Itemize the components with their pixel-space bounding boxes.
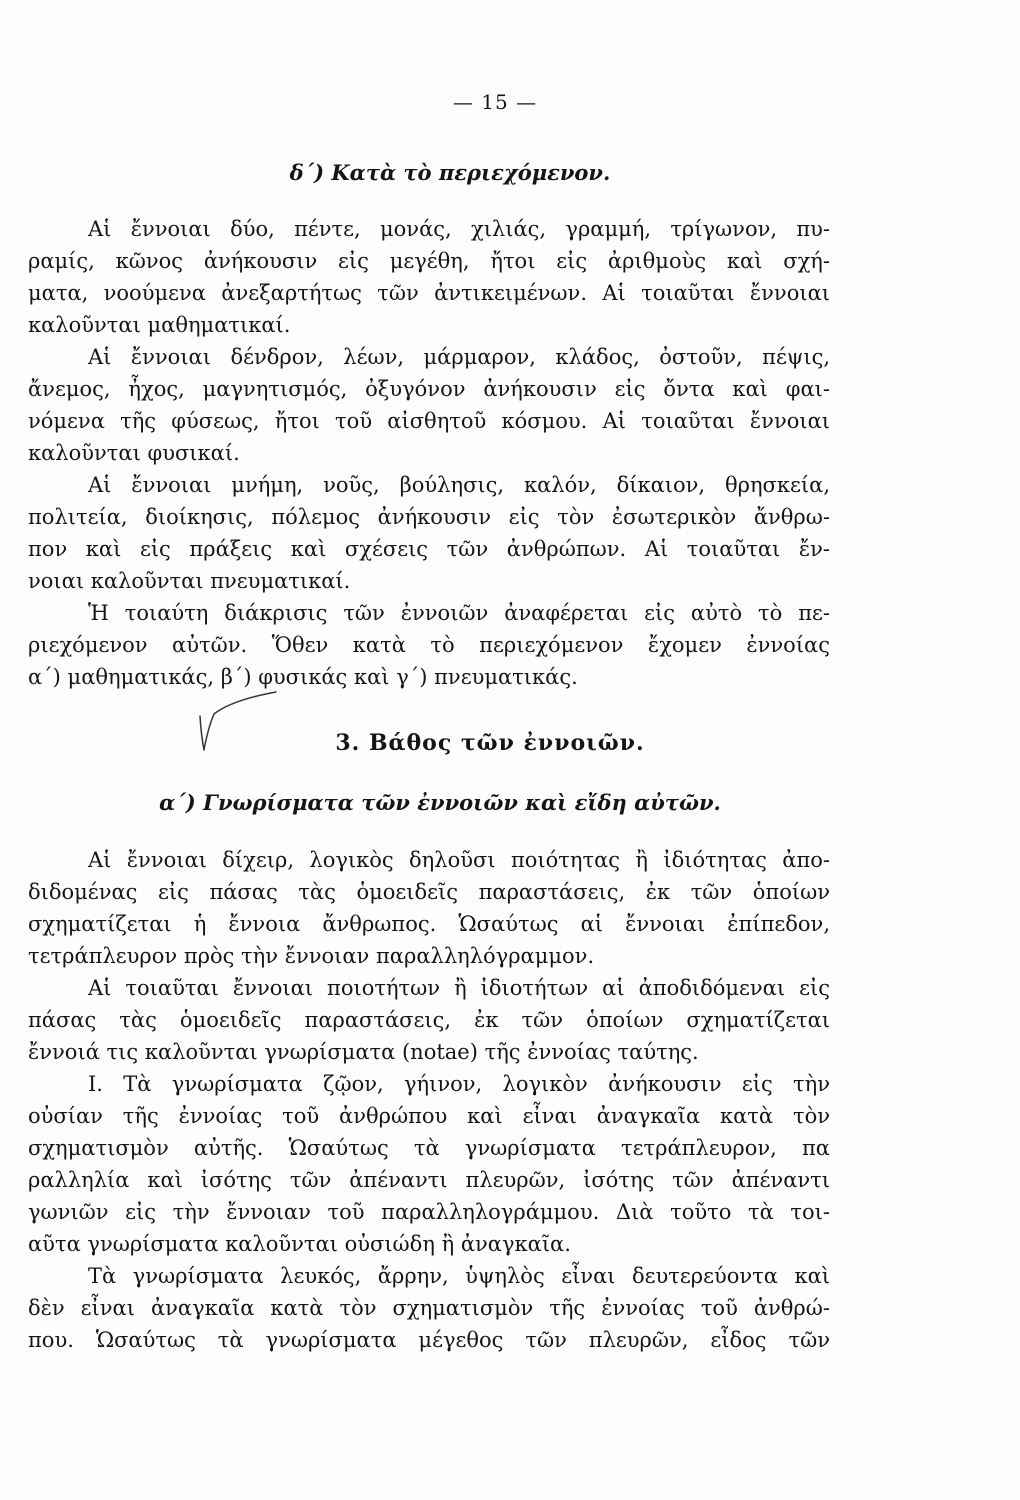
text-line: ματα, νοούμενα ἀνεξαρτήτως τῶν ἀντικειμένων. Αἱ τοιαῦται ἔννοιαι <box>28 281 830 305</box>
text-line: διδομένας εἰς πάσας τὰς ὁμοειδεῖς παραστάσεις, ἐκ τῶν ὁποίων <box>28 880 830 904</box>
text-line: σχηματισμὸν αὐτῆς. Ὡσαύτως τὰ γνωρίσματα τετράπλευρον, πα <box>28 1136 830 1160</box>
text-line: ριεχόμενον αὐτῶν. Ὅθεν κατὰ τὸ περιεχόμενον ἔχομεν ἐννοίας <box>28 633 830 657</box>
page-number: — 15 — <box>452 90 538 114</box>
text-line: πάσας τὰς ὁμοειδεῖς παραστάσεις, ἐκ τῶν ὁποίων σχηματίζεται <box>28 1008 830 1032</box>
text-line: Αἱ τοιαῦται ἔννοιαι ποιοτήτων ἢ ἰδιοτήτων αἱ ἀποδιδόμεναι εἰς <box>88 976 830 1000</box>
text-line: αῦτα γνωρίσματα καλοῦνται οὐσιώδη ἢ ἀναγκαῖα. <box>28 1232 571 1256</box>
text-line: καλοῦνται φυσικαί. <box>28 441 240 465</box>
subsection-d-title: δ΄) Κατὰ τὸ περιεχόμενον. <box>289 160 611 185</box>
text-line: Αἱ ἔννοιαι μνήμη, νοῦς, βούλησις, καλόν, δίκαιον, θρησκεία, <box>88 473 830 497</box>
text-line: τετράπλευρον πρὸς τὴν ἔννοιαν παραλληλόγραμμον. <box>28 944 595 968</box>
text-line: γωνιῶν εἰς τὴν ἔννοιαν τοῦ παραλληλογράμμου. Διὰ τοῦτο τὰ τοι- <box>28 1200 830 1224</box>
text-line: ἔννοιά τις καλοῦνται γνωρίσματα (notae) τῆς ἐννοίας ταύτης. <box>28 1040 699 1064</box>
text-line: Αἱ ἔννοιαι δύο, πέντε, μονάς, χιλιάς, γραμμή, τρίγωνον, πυ- <box>88 217 830 241</box>
text-line: νοιαι καλοῦνται πνευματικαί. <box>28 569 351 593</box>
text-line: που. Ὡσαύτως τὰ γνωρίσματα μέγεθος τῶν πλευρῶν, εἶδος τῶν <box>28 1328 830 1352</box>
text-line: πον καὶ εἰς πράξεις καὶ σχέσεις τῶν ἀνθρώπων. Αἱ τοιαῦται ἔν- <box>28 537 830 561</box>
text-line: σχηματίζεται ἡ ἔννοια ἄνθρωπος. Ὡσαύτως αἱ ἔννοιαι ἐπίπεδον, <box>28 912 830 936</box>
text-line: α΄) μαθηματικάς, β΄) φυσικάς καὶ γ΄) πνευματικάς. <box>28 665 578 689</box>
text-line: Τὰ γνωρίσματα λευκός, ἄρρην, ὑψηλὸς εἶναι δευτερεύοντα καὶ <box>88 1264 830 1288</box>
text-line: I. Τὰ γνωρίσματα ζῷον, γήινον, λογικὸν ἀνήκουσιν εἰς τὴν <box>88 1072 830 1096</box>
text-line: ἄνεμος, ἦχος, μαγνητισμός, ὀξυγόνον ἀνήκουσιν εἰς ὄντα καὶ φαι- <box>28 377 830 401</box>
text-line: πολιτεία, διοίκησις, πόλεμος ἀνήκουσιν εἰς τὸν ἐσωτερικὸν ἄνθρω- <box>28 505 830 529</box>
text-line: ραλληλία καὶ ἰσότης τῶν ἀπέναντι πλευρῶν, ἰσότης τῶν ἀπέναντι <box>28 1168 830 1192</box>
text-line: Ἡ τοιαύτη διάκρισις τῶν ἐννοιῶν ἀναφέρεται εἰς αὐτὸ τὸ πε- <box>88 601 830 625</box>
text-line: οὐσίαν τῆς ἐννοίας τοῦ ἀνθρώπου καὶ εἶναι ἀναγκαῖα κατὰ τὸν <box>28 1104 830 1128</box>
subsection-a-title: α΄) Γνωρίσματα τῶν ἐννοιῶν καὶ εἴδη αὐτῶν. <box>159 790 721 815</box>
text-line: νόμενα τῆς φύσεως, ἤτοι τοῦ αἰσθητοῦ κόσμου. Αἱ τοιαῦται ἔννοιαι <box>28 409 830 433</box>
text-line: Αἱ ἔννοιαι δένδρον, λέων, μάρμαρον, κλάδος, ὀστοῦν, πέψις, <box>88 345 830 369</box>
text-line: καλοῦνται μαθηματικαί. <box>28 313 291 337</box>
text-line: δὲν εἶναι ἀναγκαῖα κατὰ τὸν σχηματισμὸν τῆς ἐννοίας τοῦ ἀνθρώ- <box>28 1296 830 1320</box>
text-line: ραμίς, κῶνος ἀνήκουσιν εἰς μεγέθη, ἤτοι εἰς ἀριθμοὺς καὶ σχή- <box>28 249 830 273</box>
section-3-title: 3. Βάθος τῶν ἐννοιῶν. <box>335 730 645 756</box>
text-line: Αἱ ἔννοιαι δίχειρ, λογικὸς δηλοῦσι ποιότητας ἢ ἰδιότητας ἀπο- <box>88 848 830 872</box>
